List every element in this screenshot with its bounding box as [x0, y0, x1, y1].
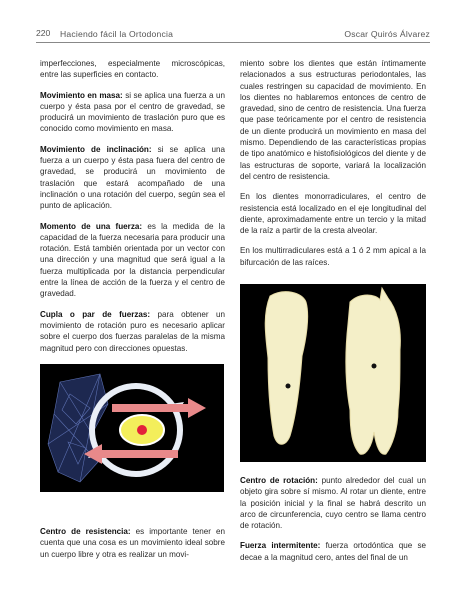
force-couple-figure	[40, 364, 224, 492]
definition-resistance-center: es importante tener en cuenta que una cosa es un movimiento ideal sobre un cuerpo libre y otra es realizar un movi-	[40, 527, 226, 559]
paragraph-multi-root: En los multirradiculares está a 1 ó 2 mm apical a la bifurcación de las raíces.	[240, 246, 426, 267]
term-force-moment: Momento de una fuerza:	[40, 221, 143, 231]
author-name: Oscar Quirós Álvarez	[344, 29, 430, 39]
definition-force-moment: es la medida de la capacidad de la fuerza necesaria para producir una rotación. Está también orientada por un vector con una dirección y una magnitud que será igual a la fuerza multiplicada por la distancia perpendicular entre la línea de acción de la fuerza y el centro de gravedad.	[40, 221, 225, 299]
term-inclination-movement: Movimiento de inclinación:	[40, 144, 152, 154]
definition-intermittent-force: fuerza ortodóntica que se decae a la magnitud cero, antes del final de un	[240, 541, 427, 562]
paragraph-rotation-center	[240, 475, 426, 531]
definition-force-couple: para obtener un movimiento de rotación puro es necesario aplicar sobre el cuerpo dos fuerzas paralelas de la misma magnitud pero con direcciones opuestas.	[40, 309, 225, 353]
book-title: Haciendo fácil la Ortodoncia	[60, 29, 174, 39]
left-column-bottom	[40, 526, 225, 569]
term-rotation-center: Centro de rotación:	[240, 476, 318, 485]
term-intermittent-force: Fuerza intermitente:	[240, 541, 321, 551]
paragraph-single-root: En los dientes monorradiculares, el centro de resistencia está localizado en el eje longitudinal del diente, aproximadamente entre un tercio y la mitad de la raíz a partir de la cresta alveolar.	[240, 192, 426, 236]
term-force-couple: Cupla o par de fuerzas:	[40, 309, 151, 319]
paragraph-resistance-center	[40, 526, 225, 560]
term-resistance-center: Centro de resistencia:	[40, 527, 131, 536]
page-header	[36, 28, 430, 43]
paragraph-continuation: imperfecciones, especialmente microscópicas, entre las superficies en contacto.	[40, 59, 225, 80]
paragraph-mass-movement	[40, 90, 225, 135]
page-number: 220	[36, 28, 51, 38]
definition-mass-movement: si se aplica una fuerza a un cuerpo y ésta pasa por el centro de gravedad, se producirá un movimiento de traslación puro que es conocido como movimiento en masa.	[40, 90, 225, 134]
paragraph-force-moment	[40, 221, 225, 300]
gravity-point	[137, 425, 147, 435]
left-column	[40, 58, 225, 363]
resistance-point-multi	[372, 364, 377, 369]
definition-inclination-movement: si se aplica una fuerza a un cuerpo y ésta pasa fuera del centro de gravedad, se producirá un movimiento de traslación que estará acompañado de una inclinación o una rotación del cuerpo, según sea el punto de aplicación.	[40, 144, 225, 211]
right-column-bottom	[240, 475, 426, 572]
force-couple-illustration	[40, 364, 224, 492]
multi-root-tooth	[346, 288, 401, 454]
paragraph-intermittent-force	[240, 540, 426, 563]
tooth-resistance-figure	[240, 284, 426, 462]
paragraph-tooth-movement: miento sobre los dientes que están íntimamente relacionados a sus estructuras periodontales, las cuales restringen su capacidad de movimiento. En los dientes no hablaremos entonces de centro de gravedad, sino de centro de resistencia. Una fuerza que pase teóricamente por el centro de resistencia de un diente producirá un movimiento en masa del mismo. Dependiendo de las características propias de tipo anatómico e histofisiológicos del diente y de las estructuras de soporte, variará la localización del centro de resistencia.	[240, 59, 426, 181]
term-mass-movement: Movimiento en masa:	[40, 90, 123, 100]
paragraph-force-couple	[40, 309, 225, 354]
resistance-point-single	[286, 384, 291, 389]
tooth-resistance-illustration	[240, 284, 426, 462]
definition-rotation-center: punto alrededor del cual un objeto gira sobre sí mismo. Al rotar un diente, entre la posición inicial y la final se habrá descrito un arco de circunferencia, cuyo centro se llama centro de rotación.	[240, 476, 426, 531]
paragraph-inclination-movement	[40, 144, 225, 212]
right-column	[240, 58, 426, 277]
